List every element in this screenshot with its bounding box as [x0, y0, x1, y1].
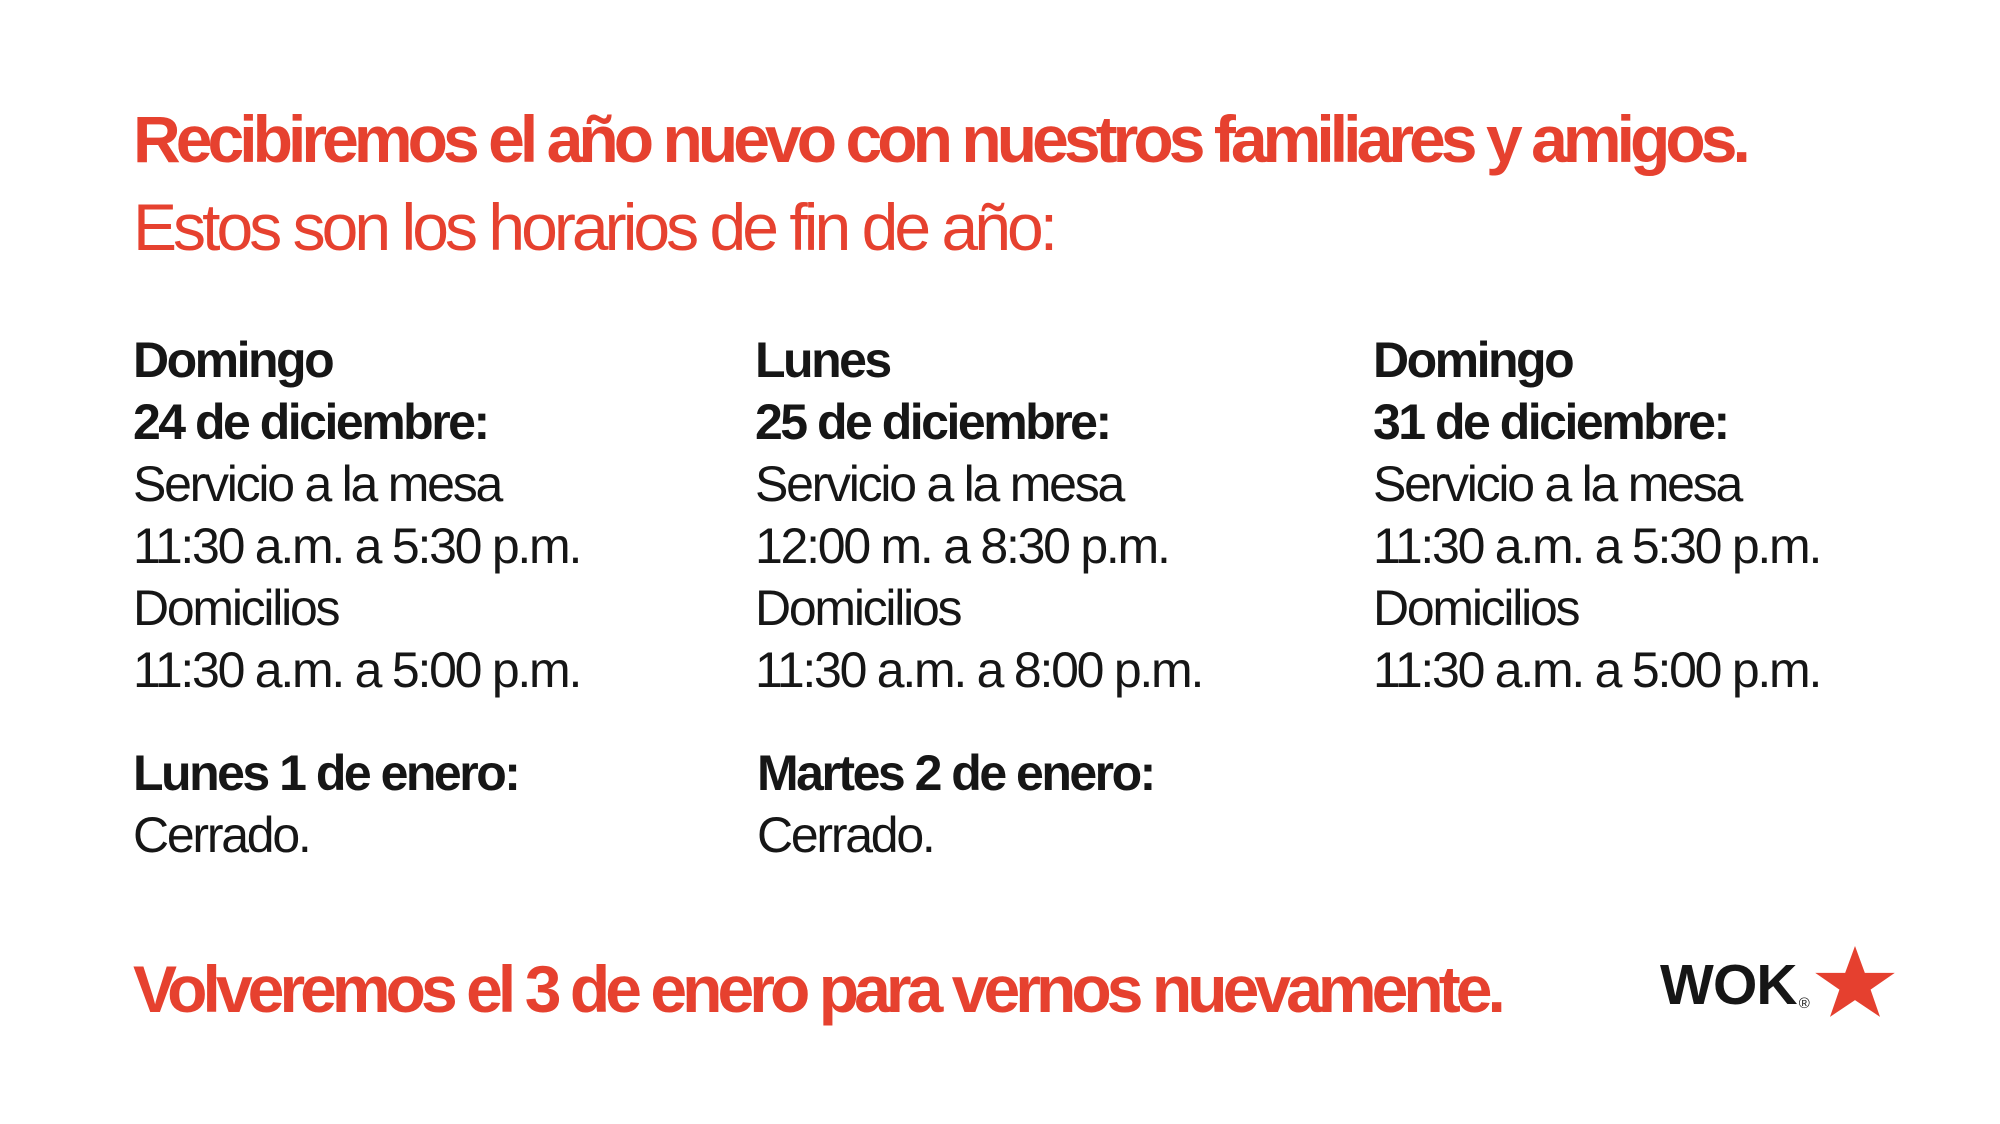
closed-day-status: Cerrado. — [757, 807, 934, 863]
wok-logo-text: WOK — [1660, 953, 1797, 1017]
closed-day-title: Lunes 1 de enero: — [133, 745, 519, 801]
schedule-line: 11:30 a.m. a 8:00 p.m. — [755, 642, 1203, 698]
schedule-column-dec-31 — [1373, 329, 1820, 701]
closed-day-jan-2 — [757, 742, 1154, 866]
schedule-line: Servicio a la mesa — [133, 456, 501, 512]
schedule-line: 11:30 a.m. a 5:00 p.m. — [1373, 642, 1821, 698]
closed-day-jan-1 — [133, 742, 518, 866]
schedule-line: 11:30 a.m. a 5:30 p.m. — [133, 518, 581, 574]
schedule-column-dec-25 — [755, 329, 1202, 701]
schedule-line: Domicilios — [133, 580, 339, 636]
schedule-day: Domingo — [1373, 332, 1573, 388]
page-subtitle: Estos son los horarios de fin de año: — [133, 190, 1055, 264]
schedule-line: Domicilios — [1373, 580, 1579, 636]
wok-logo — [1660, 946, 1896, 1017]
schedule-line: Servicio a la mesa — [755, 456, 1123, 512]
schedule-line: 12:00 m. a 8:30 p.m. — [755, 518, 1169, 574]
schedule-date: 31 de diciembre: — [1373, 394, 1728, 450]
schedule-line: 11:30 a.m. a 5:00 p.m. — [133, 642, 581, 698]
schedule-date: 24 de diciembre: — [133, 394, 488, 450]
schedule-day: Lunes — [755, 332, 890, 388]
schedule-line: 11:30 a.m. a 5:30 p.m. — [1373, 518, 1821, 574]
page-title: Recibiremos el año nuevo con nuestros familiares y amigos. — [133, 102, 1746, 176]
schedule-date: 25 de diciembre: — [755, 394, 1110, 450]
star-icon — [1814, 946, 1896, 1020]
schedule-line: Domicilios — [755, 580, 961, 636]
schedule-column-dec-24 — [133, 329, 580, 701]
schedule-day: Domingo — [133, 332, 333, 388]
footer-message: Volveremos el 3 de enero para vernos nuevamente. — [133, 952, 1501, 1026]
closed-day-title: Martes 2 de enero: — [757, 745, 1154, 801]
registered-trademark-icon: ® — [1798, 995, 1810, 1012]
schedule-line: Servicio a la mesa — [1373, 456, 1741, 512]
closed-day-status: Cerrado. — [133, 807, 310, 863]
